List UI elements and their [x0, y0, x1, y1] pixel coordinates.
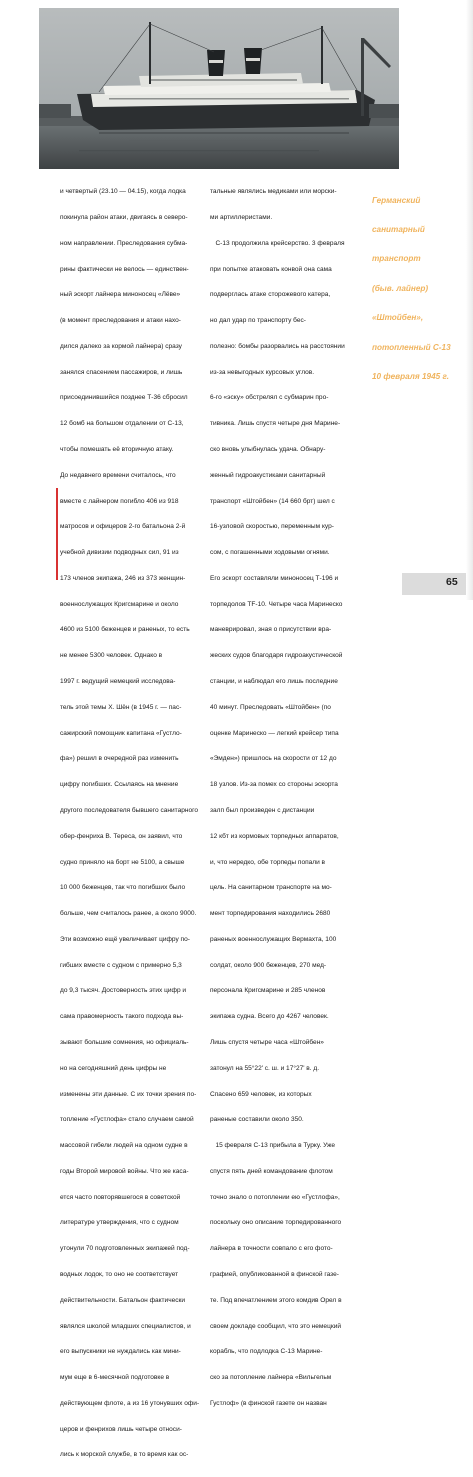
text-line: раненых военнослужащих Вермахта, 100 — [210, 935, 337, 943]
text-line: С-13 продолжила крейсерство. 3 февраля — [210, 239, 345, 247]
text-line: поскольку оно описание торпедированного — [210, 1219, 342, 1227]
text-line: цель. На санитарном транспорте на мо- — [210, 884, 332, 892]
caption-line: 10 февраля 1945 г. — [372, 371, 449, 381]
text-line: графией, опубликованной в финской газе- — [210, 1271, 339, 1278]
text-line: обер-фенриха В. Тереса, он заявил, что — [60, 832, 183, 840]
text-line: матросов и офицеров 2-го батальона 2-й — [60, 523, 186, 531]
text-line: Густлоф» (в финской газете он назван — [210, 1399, 327, 1407]
text-line: но дал удар по транспорту бес- — [210, 317, 306, 325]
caption-line: «Штойбен», — [372, 313, 424, 323]
text-line: транспорт «Штойбен» (14 660 брт) шел с — [210, 497, 335, 505]
page-fold-shadow — [466, 0, 473, 600]
text-line: фа») решил в очередной раз изменить — [60, 755, 179, 763]
text-line: не менее 5300 человек. Однако в — [60, 652, 163, 660]
text-line: ется часто повторявшегося в советской — [60, 1193, 181, 1201]
text-line: «Эмден») пришлось на скорости от 12 до — [210, 755, 337, 763]
text-line: покинула район атаки, двигаясь в северо- — [60, 213, 188, 221]
text-line: действительности. Батальон фактически — [60, 1296, 186, 1304]
text-line: Его эскорт составляли миноносец Т-196 и — [210, 574, 339, 582]
text-line: персонала Кригсмарине и 285 членов — [210, 987, 326, 995]
text-line: солдат, около 900 беженцев, 270 мед- — [210, 961, 327, 969]
text-line: Лишь спустя четыре часа «Штойбен» — [210, 1038, 324, 1046]
text-line: 173 членов экипажа, 246 из 373 женщин- — [60, 574, 186, 582]
text-line: гибших вместе с судном с примерно 5,3 — [60, 961, 182, 969]
text-line: корабль, что подлодка С-13 Марине- — [210, 1348, 323, 1356]
text-line: точно знало о потоплении ею «Густлофа», — [210, 1193, 340, 1201]
text-line: затонул на 55°22' с. ш. и 17°27' в. д. — [210, 1064, 320, 1072]
text-line: ско вновь улыбнулась удача. Обнару- — [210, 446, 326, 453]
photo-caption — [372, 176, 467, 401]
text-line: 10 000 беженцев, так что погибших было — [60, 884, 186, 892]
text-line: зывают большие сомнения, но официаль- — [60, 1038, 189, 1046]
text-line: Спасено 659 человек, из которых — [210, 1090, 312, 1098]
text-line: вместе с лайнером погибло 406 из 918 — [60, 497, 179, 505]
text-line: подверглась атаке сторожевого катера, — [210, 291, 331, 299]
text-line: женный гидроакустиками санитарный — [210, 471, 326, 479]
text-line: дился далеко за кормой лайнера) сразу — [60, 342, 182, 350]
text-line: массовой гибели людей на одном судне в — [60, 1142, 188, 1150]
text-line: чтобы помешать её вторичную атаку. — [60, 446, 174, 453]
caption-line: транспорт — [372, 254, 421, 264]
text-line: присоединившийся позднее Т-36 сбросил — [60, 394, 188, 402]
text-line: 6-го «эску» обстрелял с субмарин про- — [210, 394, 329, 402]
text-line: До недавнего времени считалось, что — [60, 471, 176, 479]
text-line: (в момент преследования и атаки нахо- — [60, 317, 181, 325]
text-line: мум еще в 6-месячной подготовке в — [60, 1374, 170, 1382]
text-line: 15 февраля С-13 прибыла в Турку. Уже — [210, 1142, 336, 1150]
highlight-bar — [56, 488, 58, 580]
text-line: при попытке атаковать конвой она сама — [210, 265, 332, 273]
text-line: 12 бомб на большом отдалении от С-13, — [60, 420, 184, 428]
text-line: сом, с погашенными ходовыми огнями. — [210, 549, 330, 557]
text-line: экипажа судна. Всего до 4267 человек. — [210, 1013, 329, 1021]
text-line: 1997 г. ведущий немецкий исследова- — [60, 678, 176, 686]
text-line: ско за потопление лайнера «Вильгельм — [210, 1374, 332, 1382]
ship-photo-image — [39, 8, 399, 169]
text-line: военнослужащих Кригсмарине и около — [60, 600, 179, 608]
text-line: рины фактически не велось — единствен- — [60, 265, 189, 273]
article-middle-column — [210, 171, 356, 1426]
article-left-column — [60, 171, 199, 1477]
text-line: другого последователя бывшего санитарного — [60, 806, 198, 814]
text-line: годы Второй мировой войны. Что же каса- — [60, 1167, 189, 1175]
text-line: сама правомерность такого подхода вы- — [60, 1013, 184, 1021]
text-line: церов и фенрихов лишь четыре относи- — [60, 1425, 182, 1433]
text-line: 4600 из 5100 беженцев и раненых, то есть — [60, 626, 190, 634]
text-line: 18 узлов. Из-за помех со стороны эскорта — [210, 781, 338, 789]
text-line: 16-узловой скоростью, переменным кур- — [210, 523, 334, 531]
text-line: ный эскорт лайнера миноносец «Лёве» — [60, 291, 181, 299]
page-number: 65 — [446, 576, 458, 588]
text-line: те. Под впечатлением этого комдив Орел в — [210, 1296, 342, 1304]
text-line: полезно: бомбы разорвались на расстоянии — [210, 342, 345, 350]
text-line: занялся спасением пассажиров, и лишь — [60, 368, 183, 376]
text-line: сажирский помощник капитана «Густло- — [60, 729, 182, 737]
caption-line: санитарный — [372, 224, 425, 234]
text-line: литературе утверждения, что с судном — [60, 1219, 179, 1227]
text-line: и, что нередко, обе торпеды попали в — [210, 858, 326, 866]
text-line: изменены эти данные. С их точки зрения по- — [60, 1090, 197, 1098]
text-line: цифру погибших. Ссылаясь на мнение — [60, 781, 179, 789]
text-line: 40 минут. Преследовать «Штойбен» (по — [210, 703, 331, 711]
caption-line: потопленный С-13 — [372, 342, 451, 352]
text-line: жеских судов благодаря гидроакустической — [210, 652, 343, 660]
text-line: спустя пять дней командование флотом — [210, 1167, 333, 1175]
text-line: ном направлении. Преследования субма- — [60, 239, 188, 247]
text-line: 12 кбт из кормовых торпедных аппаратов, — [210, 832, 339, 840]
text-line: больше, чем считалось ранее, а около 9000. — [60, 910, 197, 918]
caption-line: Германский — [372, 195, 421, 205]
text-line: но на сегодняшний день цифры не — [60, 1064, 167, 1072]
text-line: торпедолов TF-10. Четыре часа Маринеско — [210, 600, 343, 608]
text-line: тальные являлись медиками или морски- — [210, 188, 337, 196]
text-line: утонули 70 подготовленных экипажей под- — [60, 1245, 190, 1253]
text-line: судно приняло на борт не 5100, а свыше — [60, 858, 185, 866]
text-line: залп был произведен с дистанции — [210, 806, 315, 814]
text-line: топление «Густлофа» стало случаем самой — [60, 1116, 194, 1124]
text-line: его выпускники не нуждались как мини- — [60, 1348, 181, 1356]
text-line: раненые составили около 350. — [210, 1116, 304, 1124]
text-line: станции, и наблюдал его лишь последние — [210, 678, 338, 686]
text-line: из-за невыгодных курсовых углов. — [210, 368, 315, 376]
text-line: своем докладе сообщил, что это немецкий — [210, 1322, 342, 1330]
caption-line: (быв. лайнер) — [372, 283, 429, 293]
text-line: лись к морской службе, в то время как ос- — [60, 1451, 189, 1459]
ship-photo — [39, 8, 399, 169]
text-line: тивника. Лишь спустя четыре дня Марине- — [210, 420, 341, 428]
text-line: ми артиллеристами. — [210, 213, 273, 221]
text-line: учебной дивизии подводных сил, 91 из — [60, 549, 179, 557]
page-number-tab — [402, 573, 473, 595]
text-line: оценке Маринеско — легкий крейсер типа — [210, 729, 339, 737]
text-line: лайнера в точности совпало с его фото- — [210, 1245, 333, 1253]
text-line: тель этой темы Х. Шён (в 1945 г. — пас- — [60, 703, 182, 711]
text-line: являлся школой младших специалистов, и — [60, 1322, 191, 1330]
text-line: Эти возможно ещё увеличивает цифру по- — [60, 935, 190, 943]
text-line: и четвертый (23.10 — 04.15), когда лодка — [60, 188, 186, 196]
text-line: маневрировал, зная о присутствии вра- — [210, 626, 332, 634]
text-line: действующем флоте, а из 16 утонувших офи- — [60, 1399, 200, 1407]
text-line: мент торпедирования находились 2680 — [210, 910, 331, 918]
text-line: водных лодок, то оно не соответствует — [60, 1271, 179, 1278]
text-line: до 9,3 тысяч. Достоверность этих цифр и — [60, 987, 187, 995]
